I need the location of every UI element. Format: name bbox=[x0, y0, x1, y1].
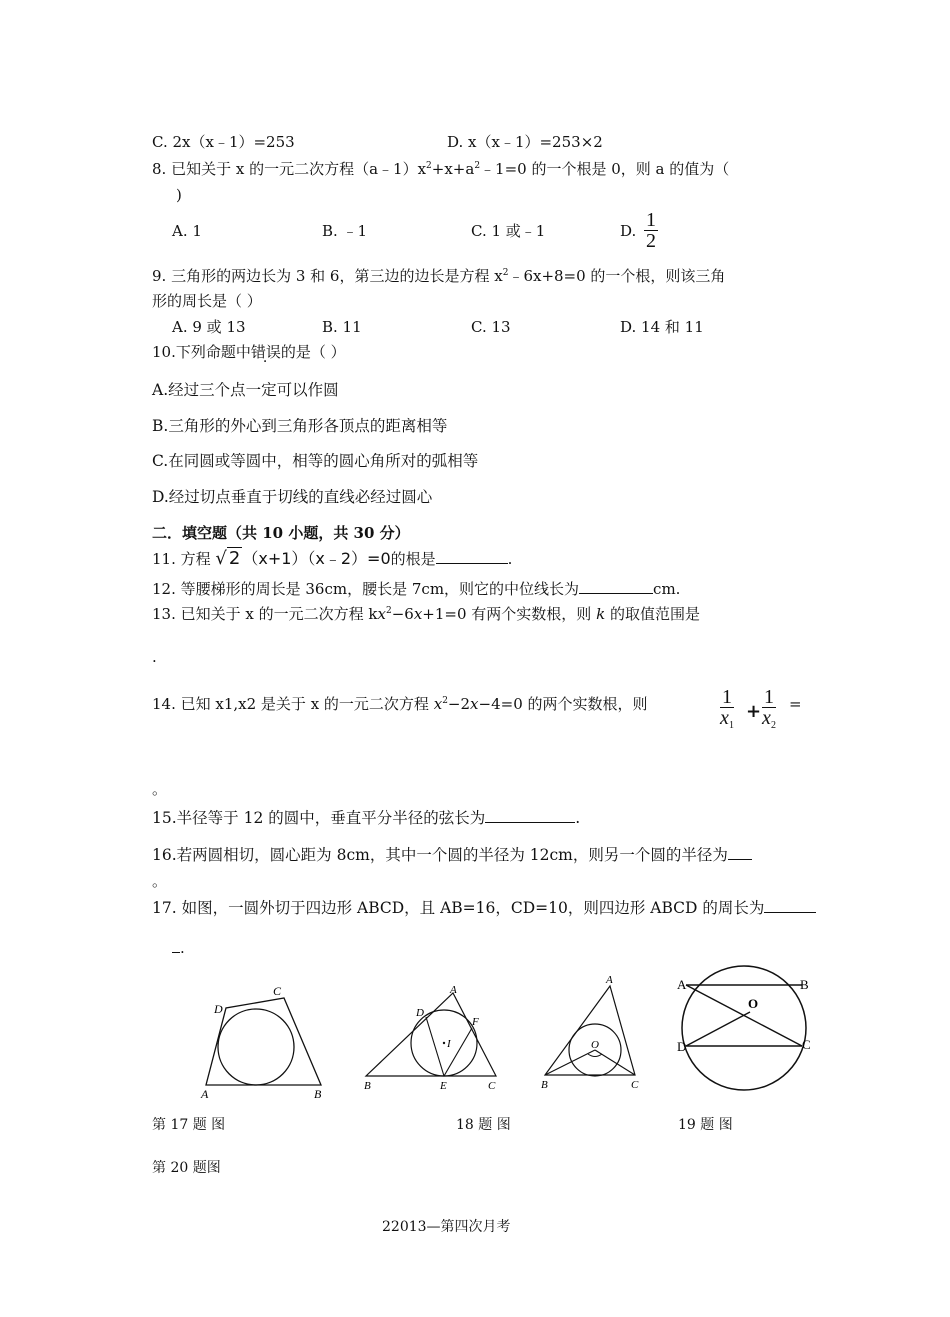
label-o: O bbox=[591, 1039, 599, 1051]
q15-answer-blank[interactable] bbox=[485, 808, 575, 823]
segment-do bbox=[686, 1012, 750, 1046]
caption-20: 第 20 题图 bbox=[152, 1160, 221, 1176]
triangle-abc bbox=[545, 986, 635, 1075]
q10-stem: 10.下列命题中错误的是（ ） bbox=[152, 343, 346, 361]
q14-answer-line: 。 bbox=[152, 780, 168, 798]
incenter-dot bbox=[443, 1042, 445, 1044]
q12-answer-blank[interactable] bbox=[579, 579, 653, 594]
inscribed-circle bbox=[218, 1009, 294, 1085]
q10-option-b: B.三角形的外心到三角形各顶点的距离相等 bbox=[152, 417, 448, 435]
figure-20 bbox=[674, 958, 820, 1098]
q16: 16.若两圆相切，圆心距为 8cm，其中一个圆的半径为 12cm，则另一个圆的半径为 bbox=[152, 845, 752, 864]
label-a: A bbox=[201, 1087, 209, 1100]
q17-answer-blank[interactable] bbox=[764, 898, 816, 913]
q8-stem-end: ) bbox=[176, 186, 182, 204]
segment-bo bbox=[545, 1050, 595, 1075]
q16-period: 。 bbox=[152, 872, 168, 890]
q14-fraction-1: $\frac{1}{x_1}$ bbox=[720, 686, 734, 731]
q17-answer-tail: . bbox=[172, 938, 185, 957]
q16-answer-blank[interactable] bbox=[728, 845, 752, 860]
figure-18 bbox=[358, 985, 504, 1091]
caption-19: 19 题 图 bbox=[678, 1117, 733, 1133]
q11-answer-blank[interactable] bbox=[436, 549, 508, 564]
q14-plus: + bbox=[746, 701, 762, 722]
label-d: D bbox=[677, 1039, 687, 1054]
q11: 11. 方程 √ 2 （x+1）（x﹣2）=0的根是 . bbox=[152, 548, 513, 569]
q8-option-d-fraction: $\frac{1}{2}$ bbox=[646, 209, 656, 252]
label-a: A bbox=[450, 985, 457, 996]
q17-answer-blank-2[interactable] bbox=[172, 938, 180, 953]
label-o: O bbox=[748, 996, 759, 1011]
figure-19 bbox=[537, 968, 647, 1092]
label-c: C bbox=[488, 1080, 496, 1091]
label-b: B bbox=[314, 1087, 322, 1100]
q12: 12. 等腰梯形的周长是 36cm，腰长是 7cm，则它的中位线长为 cm. bbox=[152, 580, 681, 598]
angle-arc bbox=[588, 1054, 602, 1057]
q8-stem: 8. 已知关于 x 的一元二次方程$(a﹣1)x^2+x+a^2﹣1=0$ 的一个根是 0，则 a 的值为（ bbox=[152, 160, 730, 178]
figure-17 bbox=[196, 982, 332, 1100]
quadrilateral-abcd bbox=[206, 998, 321, 1085]
label-f: F bbox=[472, 1016, 479, 1028]
q17: 17. 如图，一圆外切于四边形 ABCD，且 AB=16，CD=10，则四边形 ABCD 的周长为 bbox=[152, 898, 816, 917]
q10-option-d: D.经过切点垂直于切线的直线必经过圆心 bbox=[152, 488, 433, 506]
q13: 13. 已知关于 x 的一元二次方程 $kx^2-6x+1=0$ 有两个实数根，则 k 的取值范围是 bbox=[152, 605, 700, 623]
label-c: C bbox=[802, 1037, 811, 1052]
q8-option-c: C. 1 或﹣1 bbox=[471, 222, 546, 240]
label-b: B bbox=[800, 977, 809, 992]
label-a: A bbox=[606, 974, 613, 986]
page-footer: 22013—第四次月考 bbox=[382, 1219, 511, 1235]
q9-option-a: A. 9 或 13 bbox=[172, 318, 246, 336]
q13-answer-line: . bbox=[152, 648, 157, 666]
label-d: D bbox=[416, 1007, 424, 1019]
q9-option-d: D. 14 和 11 bbox=[620, 318, 704, 336]
label-b: B bbox=[541, 1079, 548, 1091]
q7-option-d: D. x（x﹣1）=253×2 bbox=[447, 133, 603, 151]
segment-de bbox=[426, 1017, 444, 1076]
section-2-heading: 二．填空题（共 10 小题，共 30 分） bbox=[152, 524, 410, 542]
q14-fraction-2: $\frac{1}{x_2}$ bbox=[762, 686, 776, 731]
label-a: A bbox=[677, 977, 687, 992]
q9-option-c: C. 13 bbox=[471, 318, 511, 336]
label-c: C bbox=[631, 1079, 639, 1091]
label-e: E bbox=[440, 1080, 447, 1091]
segment-ef bbox=[444, 1028, 472, 1076]
q8-option-a: A. 1 bbox=[172, 222, 202, 240]
q14: 14. 已知 x1,x2 是关于 x 的一元二次方程 $x^2-2x-4=0$ 的两个实数根，则 bbox=[152, 695, 648, 713]
q9-stem: 9. 三角形的两边长为 3 和 6，第三边的边长是方程 $x^2﹣6x+8=0$ 的一个根，则该三角 bbox=[152, 267, 726, 285]
sqrt-symbol: √ 2 bbox=[215, 548, 241, 569]
q10-option-c: C.在同圆或等圆中，相等的圆心角所对的弧相等 bbox=[152, 452, 479, 470]
caption-17: 第 17 题 图 bbox=[152, 1117, 226, 1133]
q8-option-d: D. bbox=[620, 222, 637, 240]
q15: 15.半径等于 12 的圆中，垂直平分半径的弦长为 . bbox=[152, 809, 581, 827]
caption-18: 18 题 图 bbox=[456, 1117, 511, 1133]
label-i: I bbox=[447, 1038, 451, 1050]
label-c: C bbox=[273, 984, 282, 998]
q9-option-b: B. 11 bbox=[322, 318, 362, 336]
q9-stem-2: 形的周长是（ ） bbox=[152, 292, 262, 310]
q14-equals: = bbox=[789, 695, 802, 713]
label-b: B bbox=[364, 1080, 371, 1091]
label-d: D bbox=[214, 1002, 223, 1016]
q8-option-b: B. ﹣1 bbox=[322, 222, 368, 240]
q10-option-a: A.经过三个点一定可以作圆 bbox=[152, 381, 339, 399]
q7-option-c: C. 2x（x﹣1）=253 bbox=[152, 133, 295, 151]
emphasis-dots: 错误 bbox=[250, 343, 281, 361]
